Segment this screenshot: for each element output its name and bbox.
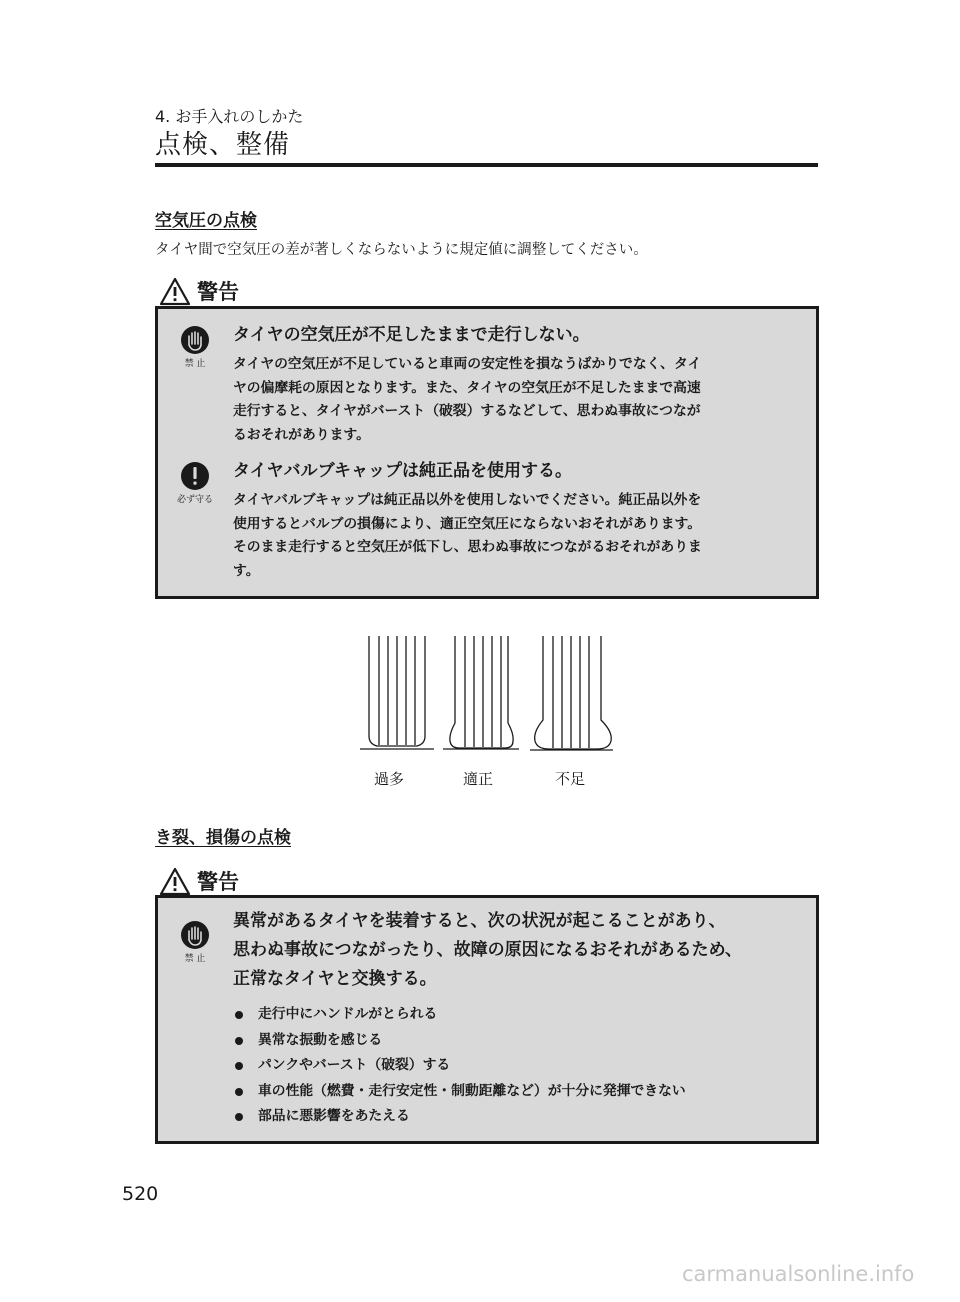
tire-over-inflated	[360, 636, 434, 749]
body-line: るおそれがあります。	[233, 426, 370, 443]
mandatory-exclamation-icon	[180, 461, 210, 491]
prohibit-hand-icon	[180, 325, 210, 355]
warning-box-1	[155, 306, 819, 599]
prohibit-icon-group	[170, 325, 220, 369]
warning-item-body	[233, 489, 800, 583]
mandatory-icon-label: 必ず守る	[176, 495, 213, 505]
body-line: す。	[233, 562, 260, 579]
heading-line: 異常があるタイヤを装着すると、次の状況が起こることがあり、	[233, 911, 726, 931]
warning-label: 警告	[197, 870, 239, 894]
warning-header-2	[159, 866, 239, 896]
watermark: carmanualsonline.info	[682, 1262, 915, 1286]
warning-triangle-icon	[159, 867, 191, 896]
prohibit-icon-label: 禁 止	[184, 359, 206, 369]
prohibit-hand-icon	[180, 920, 210, 950]
warning-item-body	[233, 353, 800, 447]
body-line: 使用するとバルブの損傷により、適正空気圧にならないおそれがあります。	[233, 515, 701, 532]
tire-under-inflated	[530, 636, 613, 750]
body-line: 走行すると、タイヤがバースト（破裂）するなどして、思わぬ事故につなが	[233, 403, 701, 419]
page-number: 520	[122, 1183, 159, 1205]
warning-label: 警告	[197, 280, 239, 304]
warning-triangle-icon	[159, 277, 191, 306]
tire-correct	[443, 636, 519, 749]
warning-header-1	[159, 276, 239, 306]
warning-box-2	[155, 895, 819, 1144]
body-line: タイヤバルブキャップは純正品以外を使用しないでください。純正品以外を	[233, 492, 702, 508]
prohibit-icon-label: 禁 止	[184, 954, 206, 964]
list-item: 車の性能（燃費・走行安定性・制動距離など）が十分に発揮できない	[233, 1079, 686, 1105]
chapter-label: 4. お手入れのしかた	[155, 107, 304, 126]
tire-pressure-diagram	[355, 628, 625, 758]
warning-item-heading: タイヤバルブキャップは純正品を使用する。	[233, 461, 572, 481]
section-heading-air-pressure: 空気圧の点検	[155, 211, 257, 231]
diagram-label-over: 過多	[374, 770, 405, 788]
heading-line: 正常なタイヤと交換する。	[233, 969, 437, 989]
body-line: タイヤの空気圧が不足していると車両の安定性を損なうばかりでなく、タイ	[233, 356, 702, 372]
diagram-label-correct: 適正	[463, 770, 494, 788]
mandatory-icon-group	[170, 461, 220, 505]
warning-item-heading: タイヤの空気圧が不足したままで走行しない。	[233, 325, 590, 345]
title-rule	[155, 163, 818, 167]
section-heading-damage: き裂、損傷の点検	[155, 828, 291, 848]
section-intro-text: タイヤ間で空気圧の差が著しくならないように規定値に調整してください。	[155, 242, 648, 258]
body-line: ヤの偏摩耗の原因となります。また、タイヤの空気圧が不足したままで高速	[233, 379, 701, 396]
list-item: 部品に悪影響をあたえる	[233, 1104, 686, 1130]
list-item: 異常な振動を感じる	[233, 1028, 686, 1054]
warning-item-heading	[233, 907, 802, 994]
heading-line: 思わぬ事故につながったり、故障の原因になるおそれがあるため、	[233, 940, 742, 960]
prohibit-icon-group	[170, 920, 220, 964]
bullet-list	[233, 1002, 686, 1130]
list-item: 走行中にハンドルがとられる	[233, 1002, 686, 1028]
body-line: そのまま走行すると空気圧が低下し、思わぬ事故につながるおそれがありま	[233, 539, 702, 555]
diagram-label-under: 不足	[555, 770, 586, 788]
page-title: 点検、整備	[155, 130, 291, 160]
list-item: パンクやバースト（破裂）する	[233, 1053, 686, 1079]
